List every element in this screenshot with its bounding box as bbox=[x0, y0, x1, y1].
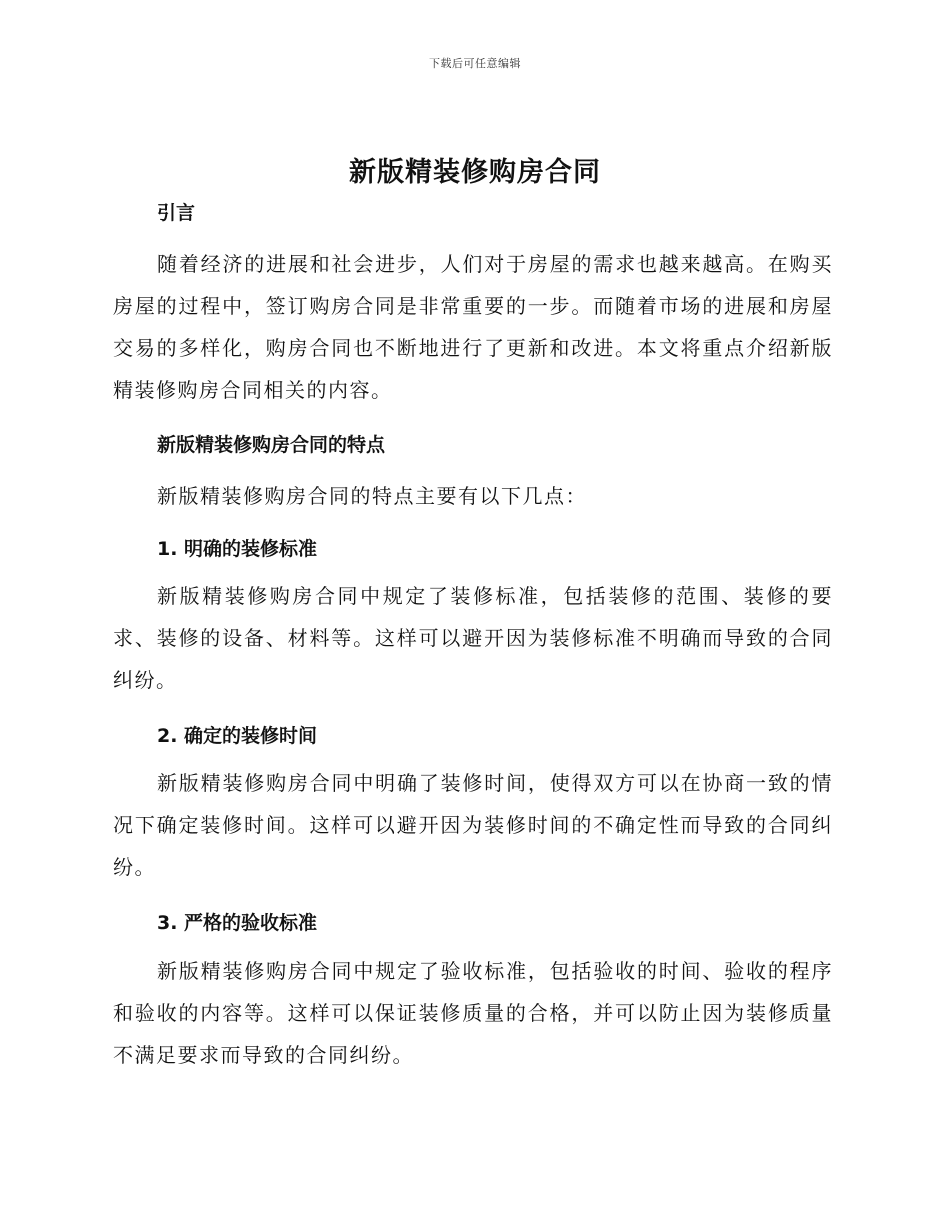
item-heading-3: 3. 严格的验收标准 bbox=[157, 912, 318, 934]
header-note: 下载后可任意编辑 bbox=[429, 57, 521, 70]
item-heading-2: 2. 确定的装修时间 bbox=[157, 725, 318, 747]
intro-heading: 引言 bbox=[157, 202, 196, 224]
item-paragraph-3: 新版精装修购房合同中规定了验收标准，包括验收的时间、验收的程序和验收的内容等。这样可以保证装修质量的合格，并可以防止因为装修质量不满足要求而导致的合同纠纷。 bbox=[113, 959, 833, 1067]
features-lead: 新版精装修购房合同的特点主要有以下几点： bbox=[157, 484, 587, 508]
item-paragraph-2: 新版精装修购房合同中明确了装修时间，使得双方可以在协商一致的情况下确定装修时间。这样可以避开因为装修时间的不确定性而导致的合同纠纷。 bbox=[113, 771, 833, 879]
features-heading: 新版精装修购房合同的特点 bbox=[157, 434, 386, 456]
item-paragraph-1: 新版精装修购房合同中规定了装修标准，包括装修的范围、装修的要求、装修的设备、材料等。这样可以避开因为装修标准不明确而导致的合同纠纷。 bbox=[113, 584, 833, 692]
intro-paragraph: 随着经济的进展和社会进步，人们对于房屋的需求也越来越高。在购买房屋的过程中，签订购房合同是非常重要的一步。而随着市场的进展和房屋交易的多样化，购房合同也不断地进行了更新和改进。本文将重点介绍新版精装修购房合同相关的内容。 bbox=[113, 252, 833, 402]
document-title: 新版精装修购房合同 bbox=[349, 157, 601, 188]
item-heading-1: 1. 明确的装修标准 bbox=[157, 538, 318, 560]
